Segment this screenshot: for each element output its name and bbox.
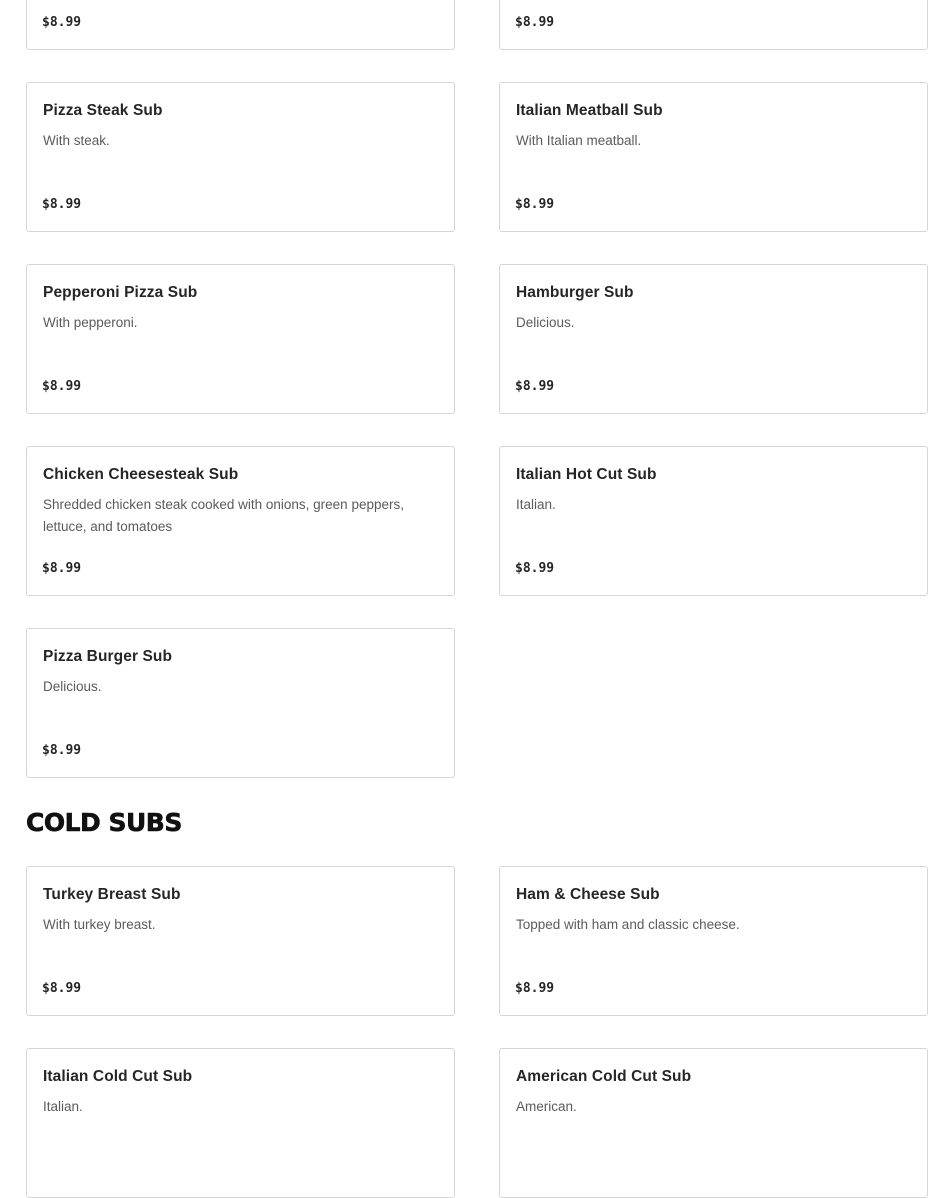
menu-item-card[interactable] (26, 264, 455, 414)
menu-item-card[interactable] (499, 0, 928, 50)
item-name: Ham & Cheese Sub (516, 886, 660, 903)
item-price: $8.99 (515, 197, 555, 212)
item-description: With Italian meatball. (516, 133, 642, 148)
item-description: With turkey breast. (43, 917, 156, 932)
menu-item-card[interactable] (26, 0, 455, 50)
item-price: $8.99 (515, 981, 555, 996)
item-price: $8.99 (42, 561, 82, 576)
section-title-cold-subs: COLD SUBS (26, 808, 182, 837)
item-description: With steak. (43, 133, 110, 148)
menu-item-card[interactable] (26, 866, 455, 1016)
item-price: $8.99 (42, 197, 82, 212)
item-description: Italian. (516, 497, 556, 512)
item-price: $8.99 (515, 379, 555, 394)
item-description: Delicious. (516, 315, 575, 330)
menu-item-card[interactable] (499, 82, 928, 232)
item-name: Italian Meatball Sub (516, 102, 663, 119)
item-name: Italian Cold Cut Sub (43, 1068, 193, 1085)
item-name: Pizza Burger Sub (43, 648, 173, 665)
item-price: $8.99 (515, 561, 555, 576)
item-name: American Cold Cut Sub (516, 1068, 692, 1085)
item-name: Pizza Steak Sub (43, 102, 163, 119)
menu-item-card[interactable] (499, 866, 928, 1016)
item-price: $8.99 (42, 379, 82, 394)
menu-item-card[interactable] (499, 264, 928, 414)
menu-item-card[interactable] (26, 446, 455, 596)
item-price: $8.99 (42, 981, 82, 996)
item-description: With pepperoni. (43, 315, 138, 330)
menu-item-card[interactable] (26, 1048, 455, 1198)
item-description: Delicious. (43, 679, 102, 694)
item-name: Turkey Breast Sub (43, 886, 181, 903)
item-name: Chicken Cheesesteak Sub (43, 466, 239, 483)
menu-item-card[interactable] (499, 446, 928, 596)
item-description: Italian. (43, 1099, 83, 1114)
item-description: Shredded chicken steak cooked with onions, green peppers, lettuce, and tomatoes (43, 497, 404, 534)
item-name: Pepperoni Pizza Sub (43, 284, 198, 301)
menu-item-card[interactable] (26, 628, 455, 778)
item-name: Italian Hot Cut Sub (516, 466, 657, 483)
item-description: Topped with ham and classic cheese. (516, 917, 740, 932)
menu-item-card[interactable] (26, 82, 455, 232)
item-price: $8.99 (42, 743, 82, 758)
menu-item-card[interactable] (499, 1048, 928, 1198)
item-name: Hamburger Sub (516, 284, 634, 301)
item-price: $8.99 (515, 15, 555, 30)
item-description: American. (516, 1099, 577, 1114)
item-price: $8.99 (42, 15, 82, 30)
